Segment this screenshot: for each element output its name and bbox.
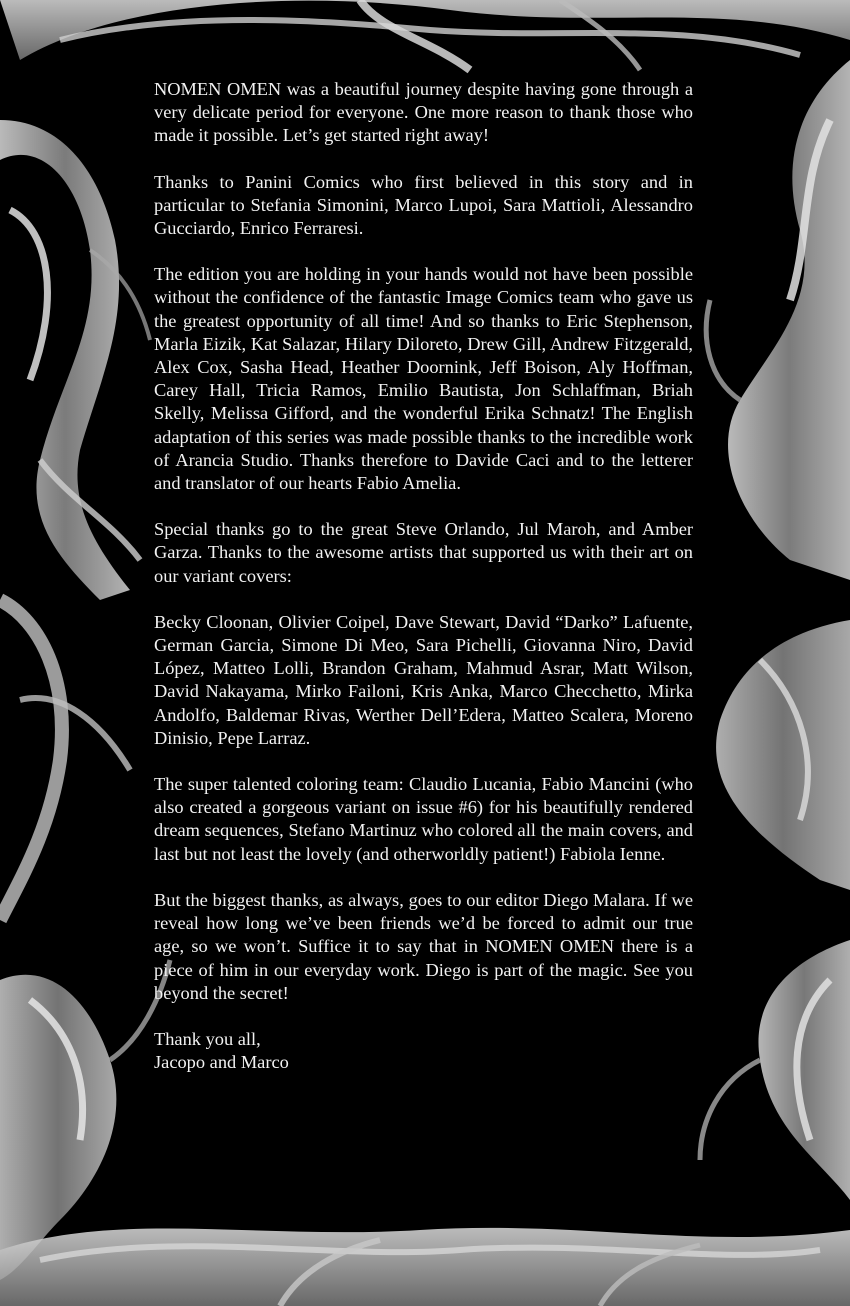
paragraph-editor: But the biggest thanks, as always, goes to our editor Diego Malara. If we reveal how long we’ve been friends we’d be forced to admit our true age, so we won’t. Suffice it to say that in NOMEN OMEN there is a piece of him in our everyday work. Diego is part of the magic. See you beyond the secret! [154, 889, 693, 1003]
branch-bottom [0, 1228, 850, 1306]
signoff-line-2: Jacopo and Marco [154, 1052, 289, 1073]
paragraph-variant-artists: Becky Cloonan, Olivier Coipel, Dave Stewart, David “Darko” Lafuente, German Garcia, Simone Di Meo, Sara Pichelli, Giovanna Niro, David López, Matteo Lolli, Brandon Graham, Mahmud Asrar, Matt Wilson, David Nakayama, Mirko Failoni, Kris Anka, Marco Checchetto, Mirka Andolfo, Baldemar Rivas, Werther Dell’Edera, Matteo Scalera, Moreno Dinisio, Pepe Larraz. [154, 611, 693, 748]
paragraph-intro: NOMEN OMEN was a beautiful journey despite having gone through a very delicate period for everyone. One more reason to thank those who made it possible. Let’s get started right away! [154, 79, 693, 146]
paragraph-coloring-team: The super talented coloring team: Claudio Lucania, Fabio Mancini (who also created a gorgeous variant on issue #6) for his beautifully rendered dream sequences, Stefano Martinuz who colored all the main covers, and last but not least the lovely (and otherworldly patient!) Fabiola Ienne. [154, 774, 693, 864]
paragraph-image-comics: The edition you are holding in your hands would not have been possible without the confidence of the fantastic Image Comics team who gave us the greatest opportunity of all time! And so thanks to Eric Stephenson, Marla Eizik, Kat Salazar, Hilary Diloreto, Drew Gill, Andrew Fitzgerald, Alex Cox, Sasha Head, Heather Doornink, Jeff Boison, Aly Hoffman, Carey Hall, Tricia Ramos, Emilio Bautista, Jon Schlaffman, Briah Skelly, Melissa Gifford, and the wonderful Erika Schnatz! The English adaptation of this series was made possible thanks to the incredible work of Arancia Studio. Thanks therefore to Davide Caci and to the letterer and translator of our hearts Fabio Amelia. [154, 264, 693, 494]
signoff-line-1: Thank you all, [154, 1028, 261, 1049]
branch-right-lower [758, 940, 850, 1200]
paragraph-special-thanks: Special thanks go to the great Steve Orlando, Jul Maroh, and Amber Garza. Thanks to the awesome artists that supported us with their art on our variant covers: [154, 519, 693, 586]
branch-right-upper [728, 60, 850, 580]
paragraph-panini: Thanks to Panini Comics who first believed in this story and in particular to Stefania Simonini, Marco Lupoi, Sara Mattioli, Alessandro Gucciardo, Enrico Ferraresi. [154, 171, 693, 239]
signoff [154, 1028, 693, 1074]
acknowledgements-text [154, 78, 693, 1074]
